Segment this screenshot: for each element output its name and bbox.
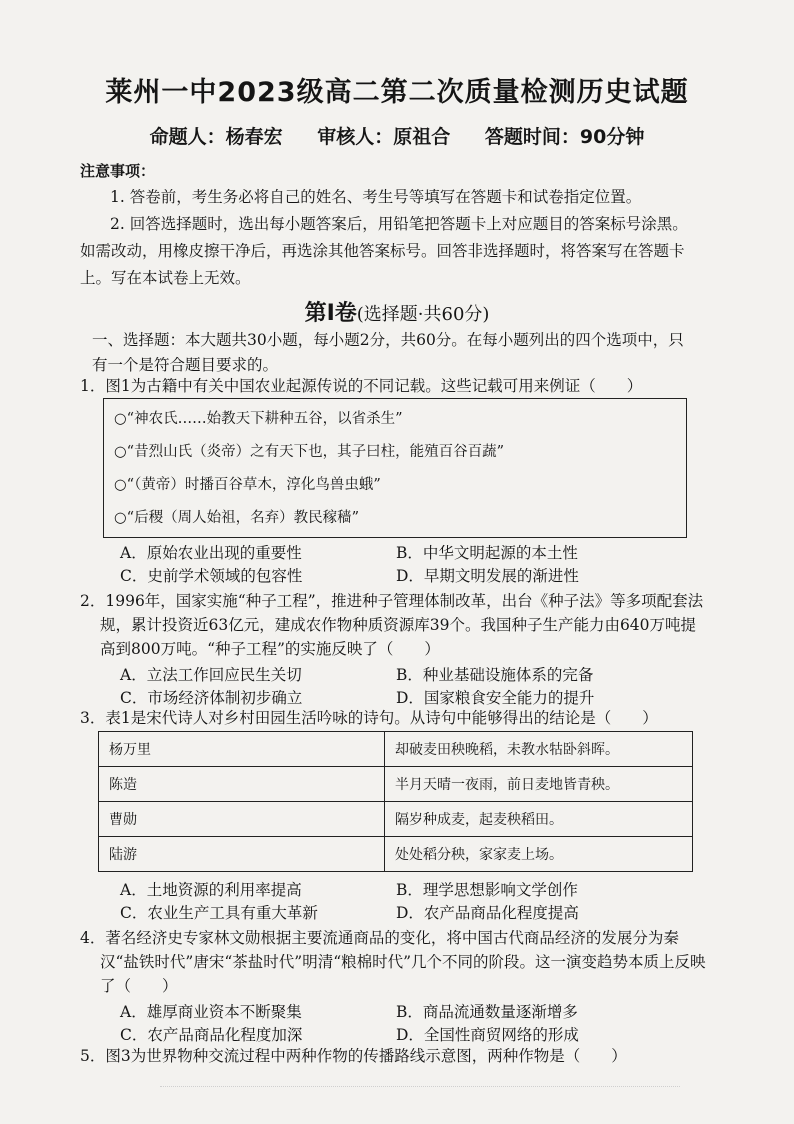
author: 命题人：杨春宏 [149, 126, 283, 148]
question-1-options [80, 539, 710, 589]
table-row [99, 732, 693, 767]
option-b[interactable]: B．理学思想影响文学创作 [396, 881, 578, 899]
option-b[interactable]: B．种业基础设施体系的完备 [396, 666, 594, 684]
poet-name: 陈造 [99, 767, 385, 802]
question-4 [80, 926, 710, 1048]
option-b[interactable]: B．中华文明起源的本土性 [396, 544, 578, 562]
bleed-through-divider [160, 1086, 680, 1087]
question-stem: 2．1996年，国家实施“种子工程”，推进种子管理体制改革，出台《种子法》等多项配套法规，累计投资近63亿元，建成农作物种质资源库39个。我国种子生产能力由640万吨提高到800万吨。“种子工程”的实施反映了（ ） [80, 592, 704, 658]
question-stem: 3．表1是宋代诗人对乡村田园生活吟咏的诗句。从诗句中能够得出的结论是（ ） [80, 709, 658, 727]
poet-name: 曹勋 [99, 802, 385, 837]
option-c[interactable]: C．史前学术领域的包容性 [120, 567, 303, 585]
poem-line: 却破麦田秧晚稻，未教水牯卧斜晖。 [385, 732, 693, 767]
option-a[interactable]: A．立法工作回应民生关切 [120, 666, 302, 684]
table-row [99, 802, 693, 837]
quote-item: ○“（黄帝）时播百谷草木，淳化鸟兽虫蛾” [114, 477, 381, 493]
table-row [99, 767, 693, 802]
exam-byline [0, 122, 794, 149]
question-stem: 1．图1为古籍中有关中国农业起源传说的不同记载。这些记载可用来例证（ ） [80, 377, 643, 395]
poem-line: 隔岁种成麦，起麦秧稻田。 [385, 802, 693, 837]
exam-title: 莱州一中2023级高二第二次质量检测历史试题 [105, 77, 689, 108]
poet-name: 陆游 [99, 837, 385, 872]
quote-item: ○“神农氏……始教天下耕种五谷，以省杀生” [114, 411, 403, 427]
time-limit: 答题时间：90分钟 [484, 126, 645, 148]
section-instruction: 一、选择题：本大题共30小题，每小题2分，共60分。在每小题列出的四个选项中，只有一个是符合题目要求的。 [92, 331, 684, 374]
poet-name: 杨万里 [99, 732, 385, 767]
table-1-poems [98, 731, 693, 872]
option-a[interactable]: A．原始农业出现的重要性 [120, 544, 302, 562]
reviewer: 审核人：原祖合 [317, 126, 451, 148]
question-2 [80, 589, 710, 711]
quote-item: ○“后稷（周人始祖，名弃）教民稼穑” [114, 510, 359, 526]
question-stem: 4．著名经济史专家林文勋根据主要流通商品的变化，将中国古代商品经济的发展分为秦汉“盐铁时代”唐宋“茶盐时代”明清“粮棉时代”几个不同的阶段。这一演变趋势本质上反映了（ ） [80, 929, 706, 995]
option-d[interactable]: D．早期文明发展的渐进性 [396, 567, 579, 585]
notice-item: 1. 答卷前，考生务必将自己的姓名、考生号等填写在答题卡和试卷指定位置。 [110, 188, 642, 206]
option-d[interactable]: D．农产品商品化程度提高 [396, 904, 579, 922]
notice-heading: 注意事项： [80, 162, 156, 180]
question-3-options [80, 876, 710, 926]
question-5 [80, 1044, 710, 1068]
poem-line: 处处稻分秧，家家麦上场。 [385, 837, 693, 872]
option-c[interactable]: C．市场经济体制初步确立 [120, 689, 303, 707]
option-a[interactable]: A．雄厚商业资本不断聚集 [120, 1003, 302, 1021]
option-c[interactable]: C．农产品商品化程度加深 [120, 1026, 303, 1044]
figure-1-quotes [103, 398, 687, 538]
table-row [99, 837, 693, 872]
option-b[interactable]: B．商品流通数量逐渐增多 [396, 1003, 578, 1021]
option-d[interactable]: D．全国性商贸网络的形成 [396, 1026, 579, 1044]
option-a[interactable]: A．土地资源的利用率提高 [120, 881, 302, 899]
poem-line: 半月天晴一夜雨，前日麦地皆青秧。 [385, 767, 693, 802]
question-1 [80, 374, 710, 398]
question-3 [80, 706, 710, 730]
option-d[interactable]: D．国家粮食安全能力的提升 [396, 689, 595, 707]
notice-list [80, 184, 700, 292]
option-c[interactable]: C．农业生产工具有重大革新 [120, 904, 318, 922]
question-stem: 5．图3为世界物种交流过程中两种作物的传播路线示意图，两种作物是（ ） [80, 1047, 627, 1065]
quote-item: ○“昔烈山氏（炎帝）之有天下也，其子曰柱，能殖百谷百蔬” [114, 444, 504, 460]
notice-item: 2. 回答选择题时，选出每小题答案后，用铅笔把答题卡上对应题目的答案标号涂黑。如需改动，用橡皮擦干净后，再选涂其他答案标号。回答非选择题时，将答案写在答题卡上。写在本试卷上无效。 [80, 215, 688, 287]
section-title: 第Ⅰ卷(选择题·共60分) [304, 301, 490, 326]
